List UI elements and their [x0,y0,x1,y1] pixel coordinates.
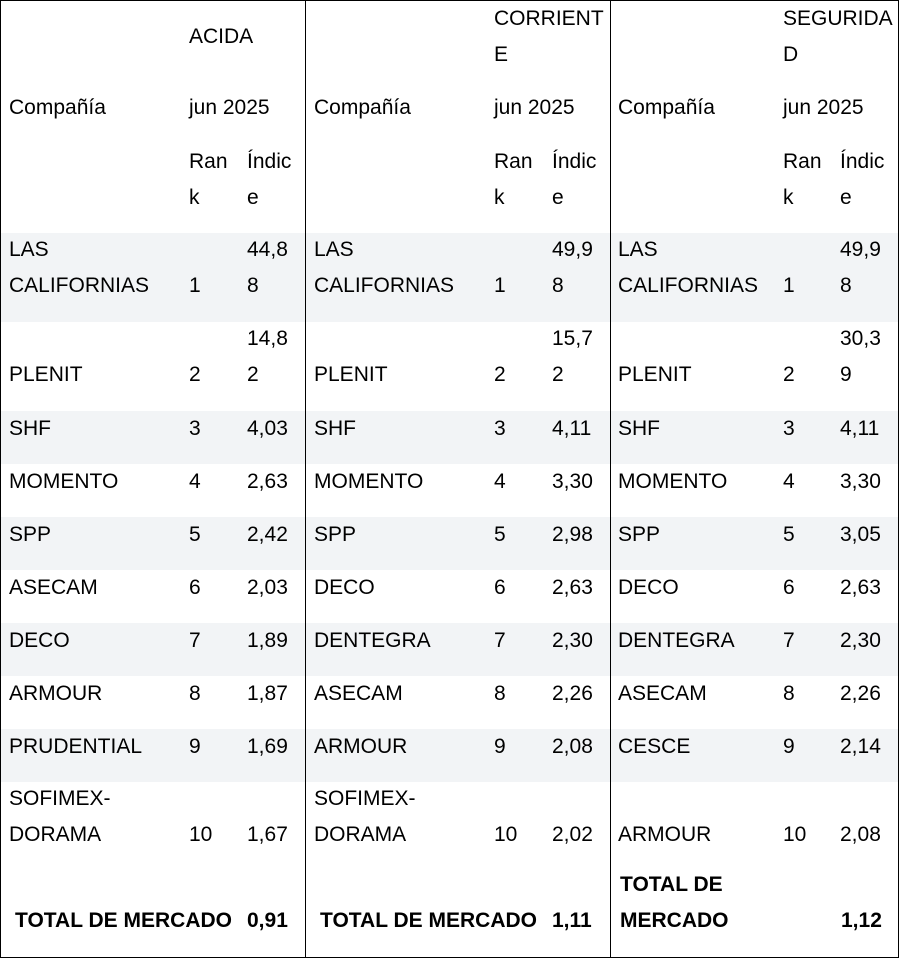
company-name: SHF [618,417,660,440]
company-name: ASECAM [314,682,403,705]
rank-value: 7 [783,629,795,652]
table-row [306,623,610,676]
company-name: LAS CALIFORNIAS [9,238,150,297]
company-name: DECO [9,629,70,652]
table-row [1,782,305,871]
rank-value: 8 [783,682,795,705]
company-name: ASECAM [618,682,707,705]
table-row [1,570,305,623]
rank-value: 2 [494,363,506,386]
company-name: PLENIT [314,363,388,386]
total-label: TOTAL DE MERCADO [620,873,729,932]
table-row [611,517,898,570]
index-header: Índic e [552,150,597,209]
rank-value: 3 [189,417,201,440]
company-name: SHF [314,417,356,440]
rank-value: 7 [494,629,506,652]
company-name: ARMOUR [618,823,712,846]
rank-value: 4 [189,470,201,493]
table-row [611,729,898,782]
seguridad-block [610,1,898,957]
index-value: 3,05 [840,523,881,546]
company-name: CESCE [618,735,691,758]
index-value: 2,26 [840,682,881,705]
rank-value: 9 [189,735,201,758]
rank-value: 3 [783,417,795,440]
total-value: 1,12 [841,909,882,932]
table-row [306,517,610,570]
table-row [306,570,610,623]
rank-value: 2 [783,363,795,386]
table-row [611,623,898,676]
rank-header: Ran k [189,150,228,209]
rank-value: 5 [783,523,795,546]
table-row [611,233,898,322]
index-value: 4,11 [552,417,592,440]
company-name: ARMOUR [9,682,103,705]
company-name: LAS CALIFORNIAS [314,238,455,297]
company-name: SPP [314,523,357,546]
table-row [611,676,898,729]
index-value: 4,03 [247,417,288,440]
rank-value: 3 [494,417,506,440]
index-value: 15,7 2 [552,327,593,386]
index-value: 2,30 [552,629,593,652]
company-name: DENTEGRA [618,629,735,652]
company-name: DECO [618,576,679,599]
period-header: jun 2025 [494,96,575,119]
index-value: 2,08 [552,735,593,758]
company-name: LAS CALIFORNIAS [618,238,759,297]
corriente-block [305,1,610,957]
company-name: SPP [9,523,52,546]
company-name: MOMENTO [9,470,119,493]
index-value: 1,89 [247,629,288,652]
company-header: Compañía [9,96,106,119]
company-name: MOMENTO [618,470,728,493]
table-row [1,676,305,729]
company-name: SPP [618,523,661,546]
table-row [306,464,610,517]
index-value: 1,69 [247,735,288,758]
table-row [306,233,610,322]
total-value: 1,11 [552,909,592,932]
rank-value: 1 [189,274,201,297]
period-header: jun 2025 [783,96,864,119]
index-value: 2,63 [247,470,288,493]
rank-value: 6 [783,576,795,599]
index-value: 2,26 [552,682,593,705]
rank-value: 9 [783,735,795,758]
rank-value: 5 [189,523,201,546]
index-value: 2,08 [840,823,881,846]
index-value: 3,30 [840,470,881,493]
rank-value: 6 [494,576,506,599]
rank-value: 7 [189,629,201,652]
company-name: DECO [314,576,375,599]
table-row [611,322,898,411]
table-row [306,729,610,782]
index-value: 1,67 [247,823,288,846]
table-row [306,676,610,729]
rank-value: 9 [494,735,506,758]
table-row [611,570,898,623]
index-value: 2,30 [840,629,881,652]
company-name: DENTEGRA [314,629,431,652]
index-value: 2,63 [552,576,593,599]
table-row [306,322,610,411]
index-value: 2,42 [247,523,288,546]
company-name: SHF [9,417,51,440]
total-label: TOTAL DE MERCADO [320,909,538,932]
index-header: Índic e [247,150,292,209]
rank-value: 10 [494,823,518,846]
table-row [1,623,305,676]
index-header: Índic e [840,150,885,209]
company-name: MOMENTO [314,470,424,493]
rank-value: 4 [783,470,795,493]
total-label: TOTAL DE MERCADO [15,909,233,932]
company-name: ASECAM [9,576,98,599]
metric-title: SEGURIDA D [783,7,893,66]
table-row [611,411,898,464]
company-name: SOFIMEX- DORAMA [314,787,416,846]
table-row [611,782,898,871]
index-value: 30,3 9 [840,327,881,386]
metric-title: CORRIENT E [494,7,604,66]
index-value: 2,98 [552,523,593,546]
index-value: 2,14 [840,735,881,758]
rank-value: 6 [189,576,201,599]
company-header: Compañía [618,96,715,119]
company-name: PLENIT [9,363,83,386]
rank-value: 10 [783,823,807,846]
index-value: 14,8 2 [247,327,288,386]
company-name: PRUDENTIAL [9,735,143,758]
rank-value: 8 [494,682,506,705]
period-header: jun 2025 [189,96,270,119]
table-row [1,322,305,411]
table-row [306,782,610,871]
rank-value: 10 [189,823,213,846]
index-value: 2,02 [552,823,593,846]
table-row [611,464,898,517]
rank-value: 1 [494,274,506,297]
index-value: 1,87 [247,682,288,705]
index-value: 44,8 8 [247,238,288,297]
table-row [1,464,305,517]
table-row [1,729,305,782]
rank-value: 8 [189,682,201,705]
rank-value: 4 [494,470,506,493]
table-row [1,517,305,570]
total-value: 0,91 [247,909,288,932]
acida-block [1,1,305,957]
index-value: 2,03 [247,576,288,599]
company-name: SOFIMEX- DORAMA [9,787,111,846]
table-row [306,411,610,464]
index-value: 49,9 8 [840,238,881,297]
company-name: ARMOUR [314,735,408,758]
table-row [1,411,305,464]
index-value: 49,9 8 [552,238,593,297]
rank-header: Ran k [494,150,533,209]
rank-value: 1 [783,274,795,297]
rank-value: 5 [494,523,506,546]
company-header: Compañía [314,96,411,119]
metric-title: ACIDA [189,25,254,48]
rank-value: 2 [189,363,201,386]
table-row [1,233,305,322]
rank-header: Ran k [783,150,822,209]
index-value: 4,11 [840,417,880,440]
index-value: 3,30 [552,470,593,493]
index-value: 2,63 [840,576,881,599]
company-name: PLENIT [618,363,692,386]
